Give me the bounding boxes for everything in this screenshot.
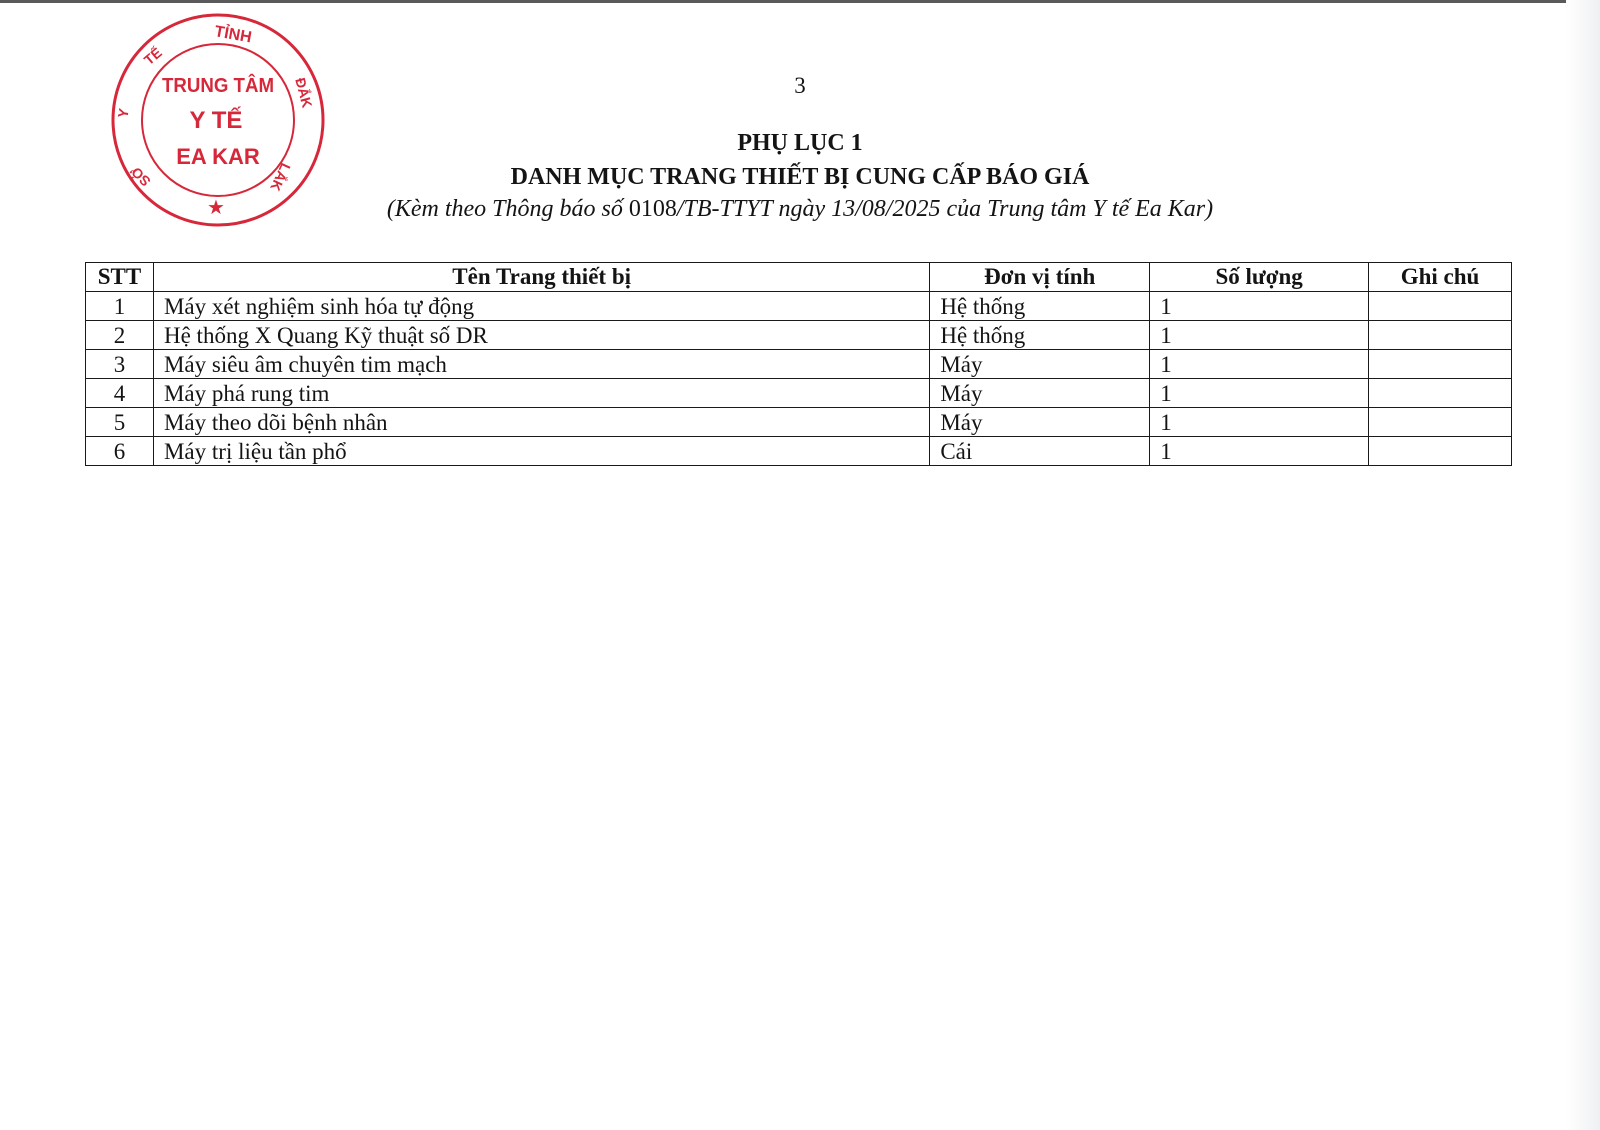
seal-star-icon: ★ — [207, 197, 225, 219]
table-row — [86, 408, 1512, 437]
header-stt: STT — [86, 263, 154, 292]
appendix-title: PHỤ LỤC 1 — [737, 130, 863, 156]
header-unit: Đơn vị tính — [930, 263, 1150, 292]
cell-unit: Hệ thống — [930, 292, 1150, 321]
header-quantity: Số lượng — [1150, 263, 1369, 292]
cell-quantity: 1 — [1150, 350, 1369, 379]
cell-stt: 4 — [86, 379, 154, 408]
cell-note — [1369, 321, 1512, 350]
seal-ring-right-lak: LẮK — [267, 160, 294, 194]
cell-unit: Máy — [930, 379, 1150, 408]
cell-equipment-name: Máy theo dõi bệnh nhân — [153, 408, 929, 437]
cell-unit: Máy — [930, 408, 1150, 437]
cell-quantity: 1 — [1150, 379, 1369, 408]
cell-note — [1369, 292, 1512, 321]
subtitle-notice-number: 0108 — [628, 196, 677, 222]
page-top-edge — [0, 0, 1600, 3]
subtitle-prefix: (Kèm theo Thông báo số — [386, 196, 629, 222]
page-number: 3 — [794, 73, 806, 98]
seal-line-3: EA KAR — [176, 144, 260, 169]
cell-quantity: 1 — [1150, 321, 1369, 350]
cell-stt: 6 — [86, 437, 154, 466]
cell-note — [1369, 379, 1512, 408]
seal-ring-left-te: TẾ — [140, 44, 165, 69]
seal-ring-left-y: Y — [114, 107, 132, 120]
cell-equipment-name: Hệ thống X Quang Kỹ thuật số DR — [153, 321, 929, 350]
cell-stt: 1 — [86, 292, 154, 321]
cell-quantity: 1 — [1150, 408, 1369, 437]
table-row — [86, 437, 1512, 466]
cell-equipment-name: Máy siêu âm chuyên tim mạch — [153, 350, 929, 379]
seal-ring-bottom-so: SỞ — [127, 163, 154, 190]
cell-equipment-name: Máy phá rung tim — [153, 379, 929, 408]
cell-unit: Cái — [930, 437, 1150, 466]
table-row — [86, 321, 1512, 350]
cell-equipment-name: Máy trị liệu tần phổ — [153, 437, 929, 466]
subtitle-suffix: /TB-TTYT ngày 13/08/2025 của Trung tâm Y tế Ea Kar) — [676, 196, 1214, 222]
cell-quantity: 1 — [1150, 292, 1369, 321]
document-subtitle — [280, 196, 1320, 223]
cell-stt: 2 — [86, 321, 154, 350]
table-row — [86, 350, 1512, 379]
cell-stt: 5 — [86, 408, 154, 437]
table-row — [86, 379, 1512, 408]
cell-stt: 3 — [86, 350, 154, 379]
header-note: Ghi chú — [1369, 263, 1512, 292]
seal-line-2: Y TẾ — [189, 107, 243, 134]
scan-edge-shadow — [1566, 0, 1600, 1130]
table-header-row — [86, 263, 1512, 292]
document-title: DANH MỤC TRANG THIẾT BỊ CUNG CẤP BÁO GIÁ — [510, 164, 1090, 190]
cell-unit: Hệ thống — [930, 321, 1150, 350]
cell-note — [1369, 408, 1512, 437]
cell-quantity: 1 — [1150, 437, 1369, 466]
cell-unit: Máy — [930, 350, 1150, 379]
cell-equipment-name: Máy xét nghiệm sinh hóa tự động — [153, 292, 929, 321]
equipment-table — [85, 262, 1512, 466]
header-equipment-name: Tên Trang thiết bị — [153, 263, 929, 292]
cell-note — [1369, 350, 1512, 379]
table-row — [86, 292, 1512, 321]
seal-ring-right-dak: ĐẮK — [292, 75, 316, 110]
seal-line-1: TRUNG TÂM — [162, 75, 282, 97]
seal-ring-top: TỈNH — [213, 23, 253, 47]
cell-note — [1369, 437, 1512, 466]
